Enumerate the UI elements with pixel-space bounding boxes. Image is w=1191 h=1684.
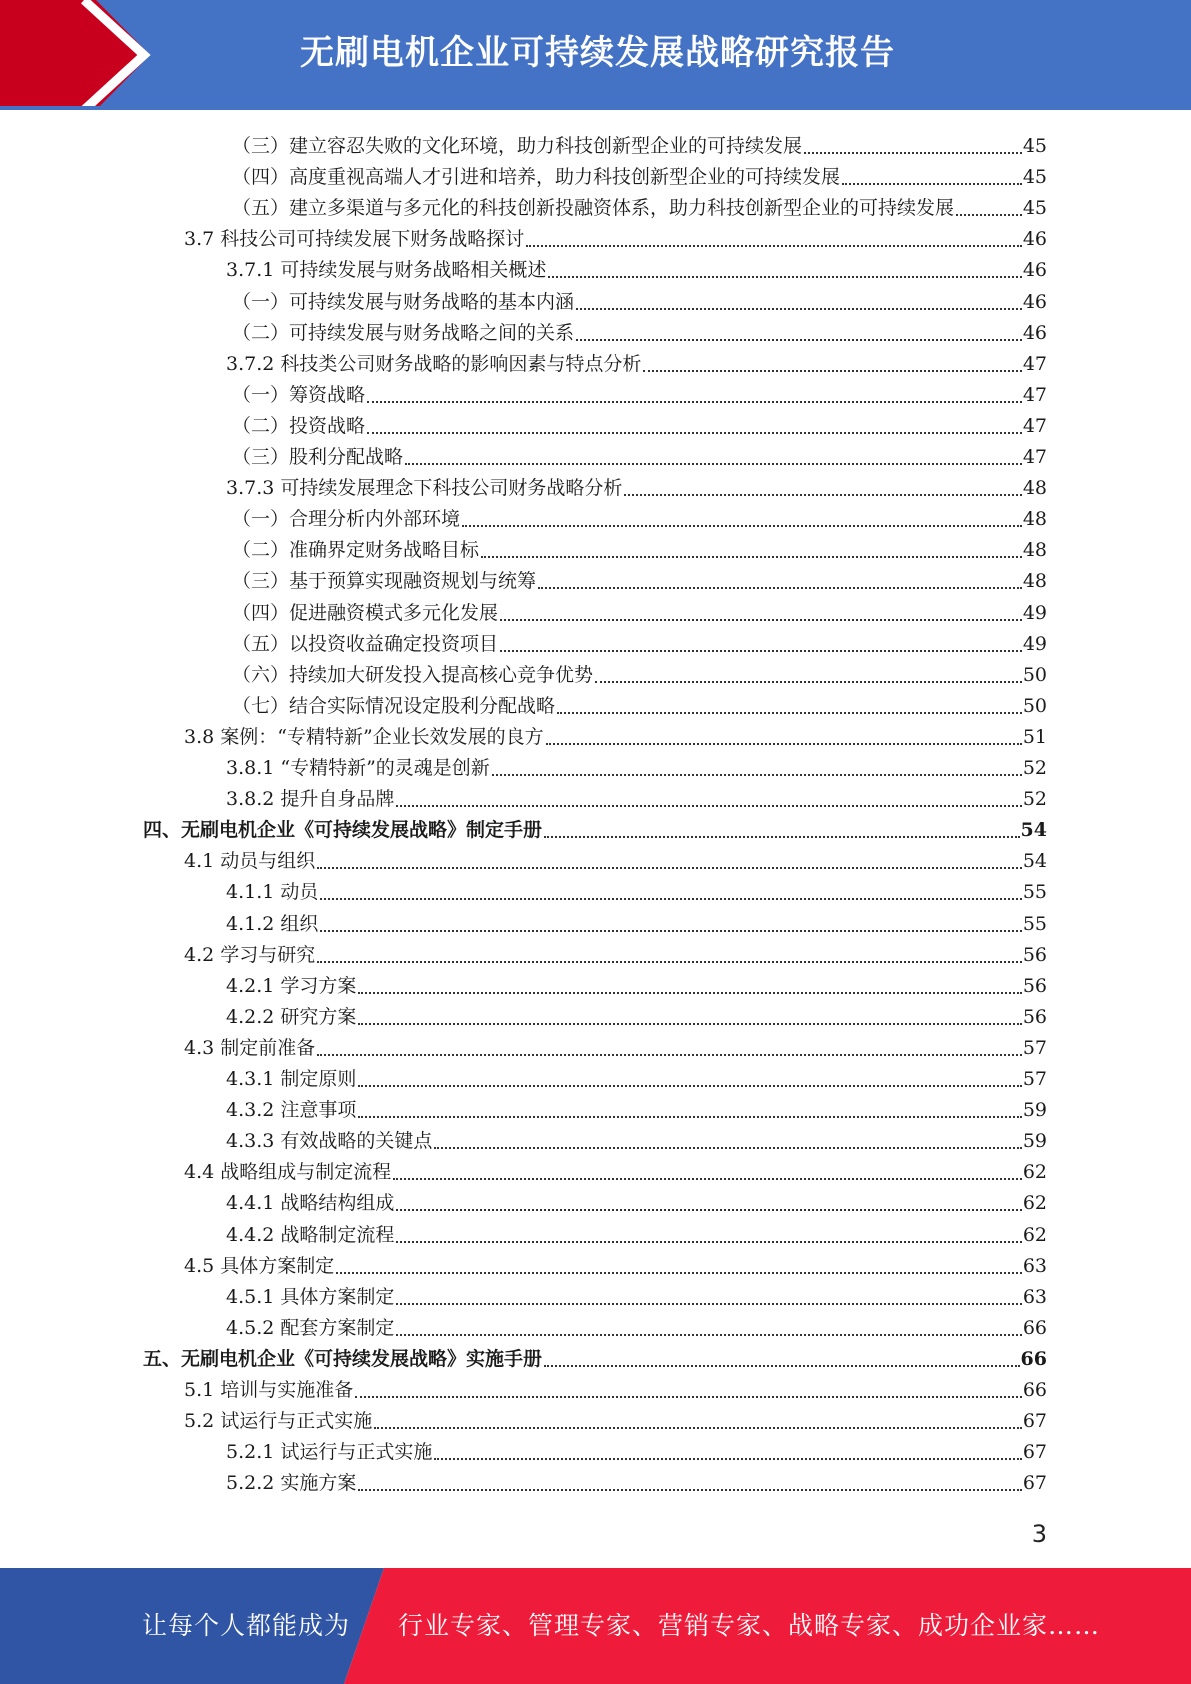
toc-entry[interactable] xyxy=(226,1060,1047,1091)
toc-entry-page: 67 xyxy=(1022,1472,1047,1495)
toc-entry[interactable] xyxy=(226,251,1047,282)
toc-dot-leader xyxy=(526,244,1022,247)
toc-entry[interactable] xyxy=(184,842,1047,873)
toc-entry[interactable] xyxy=(184,1153,1047,1184)
toc-entry[interactable] xyxy=(226,780,1047,811)
toc-entry-page: 48 xyxy=(1022,508,1047,531)
toc-entry[interactable] xyxy=(226,1309,1047,1340)
toc-dot-leader xyxy=(557,711,1022,714)
toc-entry-label: （三）股利分配战略 xyxy=(232,446,404,468)
toc-dot-leader xyxy=(396,804,1021,807)
toc-dot-leader xyxy=(367,400,1022,403)
toc-entry-page: 56 xyxy=(1022,974,1047,997)
toc-entry-label: （二）投资战略 xyxy=(232,414,366,437)
toc-dot-leader xyxy=(358,991,1021,994)
toc-entry[interactable] xyxy=(184,1247,1047,1278)
toc-dot-leader xyxy=(355,1395,1022,1398)
toc-dot-leader xyxy=(538,586,1022,589)
toc-entry[interactable] xyxy=(184,718,1047,749)
toc-entry-page: 62 xyxy=(1022,1223,1047,1246)
toc-dot-leader xyxy=(374,1426,1022,1429)
toc-entry[interactable] xyxy=(232,376,1047,407)
toc-dot-leader xyxy=(367,431,1022,434)
toc-entry-label: 4.3.2 注意事项 xyxy=(226,1099,357,1122)
toc-entry[interactable] xyxy=(232,500,1047,531)
toc-entry-page: 66 xyxy=(1020,1347,1047,1370)
toc-entry-page: 59 xyxy=(1022,1099,1047,1122)
toc-dot-leader xyxy=(548,275,1021,278)
toc-entry-label: 5.2.1 试运行与正式实施 xyxy=(226,1441,433,1464)
page-number: 3 xyxy=(1031,1520,1047,1548)
toc-entry-page: 63 xyxy=(1022,1254,1047,1277)
toc-entry[interactable] xyxy=(184,1029,1047,1060)
toc-entry[interactable] xyxy=(226,749,1047,780)
toc-entry-label: 5.1 培训与实施准备 xyxy=(184,1379,354,1401)
toc-entry[interactable] xyxy=(232,407,1047,438)
toc-entry[interactable] xyxy=(184,1371,1047,1402)
toc-entry-label: 4.5 具体方案制定 xyxy=(184,1254,335,1277)
toc-entry-label: 4.1.1 动员 xyxy=(226,881,319,904)
toc-entry-page: 54 xyxy=(1022,850,1047,873)
toc-entry[interactable] xyxy=(226,1122,1047,1153)
toc-dot-leader xyxy=(396,1208,1021,1211)
toc-dot-leader xyxy=(492,773,1022,776)
toc-dot-leader xyxy=(434,1146,1021,1149)
toc-entry-label: 4.4.2 战略制定流程 xyxy=(226,1223,395,1246)
toc-entry-label: 五、无刷电机企业《可持续发展战略》实施手册 xyxy=(143,1347,543,1370)
toc-entry-page: 49 xyxy=(1022,601,1047,624)
toc-entry-page: 46 xyxy=(1022,321,1047,344)
toc-entry-page: 45 xyxy=(1022,197,1047,220)
toc-entry[interactable] xyxy=(226,1464,1047,1495)
toc-dot-leader xyxy=(393,1177,1022,1180)
toc-entry-label: 4.3.3 有效战略的关键点 xyxy=(226,1130,433,1153)
toc-entry-page: 46 xyxy=(1022,259,1047,282)
toc-entry-label: 4.2.2 研究方案 xyxy=(226,1005,357,1028)
toc-entry[interactable] xyxy=(226,1184,1047,1215)
toc-entry-label: 4.2.1 学习方案 xyxy=(226,974,357,997)
toc-entry[interactable] xyxy=(232,283,1047,314)
toc-entry-label: 3.8.2 提升自身品牌 xyxy=(226,788,395,811)
toc-entry[interactable] xyxy=(226,905,1047,936)
toc-entry-label: 4.1 动员与组织 xyxy=(184,850,316,873)
toc-entry-label: 3.7.3 可持续发展理念下科技公司财务战略分析 xyxy=(226,477,623,500)
toc-entry-label: （四）促进融资模式多元化发展 xyxy=(232,601,499,624)
toc-entry-label: 3.8 案例：“专精特新”企业长效发展的良方 xyxy=(184,725,544,748)
toc-entry-label: 4.3.1 制定原则 xyxy=(226,1068,357,1090)
toc-dot-leader xyxy=(358,1022,1021,1025)
toc-entry[interactable] xyxy=(143,811,1047,842)
toc-dot-leader xyxy=(544,1364,1020,1367)
toc-entry-page: 57 xyxy=(1022,1036,1047,1059)
toc-entry[interactable] xyxy=(226,1216,1047,1247)
toc-dot-leader xyxy=(317,866,1022,869)
toc-dot-leader xyxy=(595,680,1022,683)
toc-entry-label: 四、无刷电机企业《可持续发展战略》制定手册 xyxy=(143,819,543,842)
toc-entry-label: （三）基于预算实现融资规划与统筹 xyxy=(232,570,537,593)
toc-entry-label: 3.7 科技公司可持续发展下财务战略探讨 xyxy=(184,228,525,251)
toc-entry-page: 55 xyxy=(1022,881,1047,904)
toc-entry-label: （四）高度重视高端人才引进和培养，助力科技创新型企业的可持续发展 xyxy=(232,166,841,189)
toc-dot-leader xyxy=(317,960,1022,963)
toc-entry[interactable] xyxy=(232,438,1047,469)
page-header xyxy=(0,0,1191,110)
toc-entry-label: （六）持续加大研发投入提高核心竞争优势 xyxy=(232,663,594,686)
toc-entry-page: 55 xyxy=(1022,912,1047,935)
toc-dot-leader xyxy=(500,618,1022,621)
toc-dot-leader xyxy=(396,1302,1021,1305)
toc-entry-label: （二）准确界定财务战略目标 xyxy=(232,539,480,562)
toc-entry-label: （五）建立多渠道与多元化的科技创新投融资体系，助力科技创新型企业的可持续发展 xyxy=(232,197,955,220)
toc-entry[interactable] xyxy=(232,656,1047,687)
toc-dot-leader xyxy=(624,493,1021,496)
toc-entry-page: 66 xyxy=(1022,1316,1047,1339)
toc-entry-page: 45 xyxy=(1022,166,1047,189)
toc-entry[interactable] xyxy=(226,345,1047,376)
toc-entry[interactable] xyxy=(232,531,1047,562)
toc-entry-page: 67 xyxy=(1022,1410,1047,1433)
toc-entry-label: 4.1.2 组织 xyxy=(226,912,319,935)
toc-dot-leader xyxy=(956,213,1022,216)
toc-entry-page: 46 xyxy=(1022,290,1047,313)
toc-entry-page: 47 xyxy=(1022,352,1047,375)
toc-entry-page: 46 xyxy=(1022,228,1047,251)
toc-dot-leader xyxy=(317,1053,1022,1056)
toc-entry-page: 56 xyxy=(1022,1005,1047,1028)
toc-entry[interactable] xyxy=(226,967,1047,998)
toc-entry-page: 54 xyxy=(1020,819,1047,842)
toc-entry-label: （一）合理分析内外部环境 xyxy=(232,508,461,531)
toc-dot-leader xyxy=(481,555,1022,558)
toc-entry[interactable] xyxy=(232,625,1047,656)
toc-entry-label: 5.2.2 实施方案 xyxy=(226,1472,357,1495)
toc-dot-leader xyxy=(500,649,1022,652)
toc-dot-leader xyxy=(842,182,1022,185)
toc-entry[interactable] xyxy=(226,1278,1047,1309)
toc-entry-label: 4.2 学习与研究 xyxy=(184,943,316,966)
toc-entry[interactable] xyxy=(232,189,1047,220)
toc-entry-label: （一）筹资战略 xyxy=(232,383,366,406)
toc-entry-label: 4.5.2 配套方案制定 xyxy=(226,1316,395,1339)
toc-dot-leader xyxy=(358,1488,1021,1491)
toc-entry-page: 51 xyxy=(1022,725,1047,748)
toc-entry-page: 47 xyxy=(1022,446,1047,468)
toc-entry-page: 52 xyxy=(1022,757,1047,779)
toc-entry-page: 47 xyxy=(1022,414,1047,437)
toc-entry-page: 57 xyxy=(1022,1068,1047,1090)
toc-entry-page: 50 xyxy=(1022,663,1047,686)
toc-entry-page: 62 xyxy=(1022,1161,1047,1184)
toc-entry[interactable] xyxy=(226,998,1047,1029)
toc-entry-label: 3.7.1 可持续发展与财务战略相关概述 xyxy=(226,259,547,282)
toc-entry-page: 67 xyxy=(1022,1441,1047,1464)
toc-dot-leader xyxy=(320,897,1021,900)
toc-dot-leader xyxy=(434,1457,1021,1460)
toc-dot-leader xyxy=(643,369,1021,372)
toc-dot-leader xyxy=(358,1115,1021,1118)
toc-entry[interactable] xyxy=(232,127,1047,158)
toc-entry[interactable] xyxy=(184,1402,1047,1433)
footer-slogan-right: 行业专家、管理专家、营销专家、战略专家、成功企业家…… xyxy=(398,1611,1101,1640)
toc-entry-label: 5.2 试运行与正式实施 xyxy=(184,1410,373,1433)
toc-entry-page: 52 xyxy=(1022,788,1047,811)
document-title: 无刷电机企业可持续发展战略研究报告 xyxy=(300,33,895,73)
toc-entry[interactable] xyxy=(143,1340,1047,1371)
toc-entry-page: 50 xyxy=(1022,694,1047,717)
toc-entry-page: 48 xyxy=(1022,570,1047,593)
toc-entry[interactable] xyxy=(226,1433,1047,1464)
toc-entry-label: （二）可持续发展与财务战略之间的关系 xyxy=(232,321,575,344)
toc-dot-leader xyxy=(576,338,1022,341)
toc-entry[interactable] xyxy=(184,220,1047,251)
toc-entry-page: 48 xyxy=(1022,539,1047,562)
toc-entry[interactable] xyxy=(226,469,1047,500)
toc-dot-leader xyxy=(336,1271,1022,1274)
toc-entry-label: 4.4 战略组成与制定流程 xyxy=(184,1161,392,1184)
toc-entry[interactable] xyxy=(232,687,1047,718)
toc-entry-page: 45 xyxy=(1022,135,1047,157)
toc-entry-page: 47 xyxy=(1022,383,1047,406)
toc-entry[interactable] xyxy=(232,314,1047,345)
toc-dot-leader xyxy=(576,307,1022,310)
toc-entry[interactable] xyxy=(232,562,1047,593)
toc-dot-leader xyxy=(396,1333,1021,1336)
toc-dot-leader xyxy=(320,929,1021,932)
toc-entry-page: 49 xyxy=(1022,632,1047,655)
toc-entry-label: （三）建立容忍失败的文化环境，助力科技创新型企业的可持续发展 xyxy=(232,135,803,157)
footer-slogan-left: 让每个人都能成为 xyxy=(142,1611,351,1640)
toc-entry-label: 4.5.1 具体方案制定 xyxy=(226,1285,395,1308)
toc-entry-label: 3.8.1 “专精特新”的灵魂是创新 xyxy=(226,757,490,779)
toc-entry-label: （五）以投资收益确定投资项目 xyxy=(232,632,499,655)
toc-entry-label: （一）可持续发展与财务战略的基本内涵 xyxy=(232,290,575,313)
toc-dot-leader xyxy=(544,835,1020,838)
toc-dot-leader xyxy=(405,462,1022,465)
toc-entry[interactable] xyxy=(232,158,1047,189)
toc-entry[interactable] xyxy=(226,1091,1047,1122)
toc-dot-leader xyxy=(396,1240,1021,1243)
toc-entry-page: 62 xyxy=(1022,1192,1047,1215)
toc-dot-leader xyxy=(462,524,1022,527)
toc-entry-label: （七）结合实际情况设定股利分配战略 xyxy=(232,694,556,717)
toc-dot-leader xyxy=(804,151,1022,154)
toc-entry-label: 4.4.1 战略结构组成 xyxy=(226,1192,395,1215)
toc-entry-page: 48 xyxy=(1022,477,1047,500)
toc-entry-page: 59 xyxy=(1022,1130,1047,1153)
toc-entry-label: 4.3 制定前准备 xyxy=(184,1036,316,1059)
toc-entry-label: 3.7.2 科技类公司财务战略的影响因素与特点分析 xyxy=(226,352,642,375)
toc-entry[interactable] xyxy=(232,594,1047,625)
toc-entry[interactable] xyxy=(226,873,1047,904)
toc-dot-leader xyxy=(358,1084,1021,1087)
page-footer xyxy=(0,1568,1191,1684)
toc-entry-page: 56 xyxy=(1022,943,1047,966)
toc-dot-leader xyxy=(546,742,1022,745)
toc-entry-page: 66 xyxy=(1022,1379,1047,1401)
toc-entry-page: 63 xyxy=(1022,1285,1047,1308)
toc-entry[interactable] xyxy=(184,936,1047,967)
